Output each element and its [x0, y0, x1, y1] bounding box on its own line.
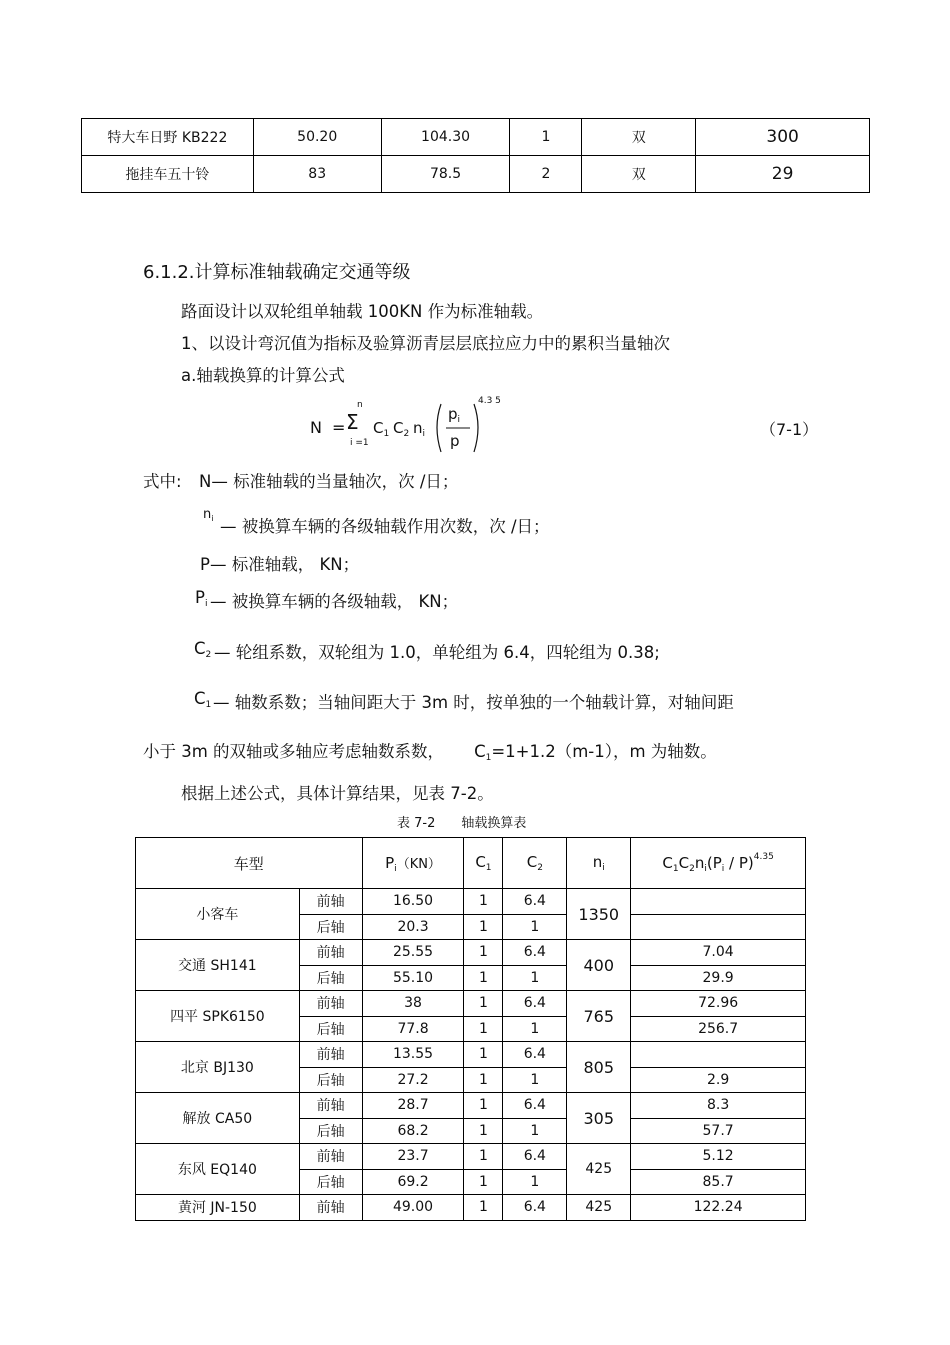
- cell-c1: 1: [464, 889, 503, 915]
- section-heading: 6.1.2.计算标准轴载确定交通等级: [143, 262, 411, 283]
- cell-c1: 1: [464, 1093, 503, 1119]
- cell-c2: 6.4: [503, 1093, 567, 1119]
- cell-pi: 55.10: [362, 965, 464, 991]
- cell-c1: 1: [464, 991, 503, 1017]
- cell-pi: 69.2: [362, 1169, 464, 1195]
- table-row: [136, 889, 806, 915]
- cell-axle: 后轴: [299, 914, 362, 940]
- cell-vehicle-name: 北京 BJ130: [136, 1042, 300, 1093]
- cell-axle: 前轴: [299, 940, 362, 966]
- cell-type: 双: [582, 119, 696, 156]
- cell-result: 7.04: [631, 940, 806, 966]
- cell-result: 8.3: [631, 1093, 806, 1119]
- cell-pi: 20.3: [362, 914, 464, 940]
- table-row: [136, 1042, 806, 1068]
- formula-c2: $C_2$: [393, 419, 410, 439]
- definition-C2-symbol: $C_2$: [194, 639, 212, 660]
- cell-c1: 1: [464, 1067, 503, 1093]
- cell-c2: 6.4: [503, 940, 567, 966]
- cell-vehicle-name: 交通 SH141: [136, 940, 300, 991]
- cell-c1: 1: [464, 1195, 503, 1221]
- table-row: [82, 156, 870, 193]
- cell-axle: 后轴: [299, 965, 362, 991]
- cell-pi: 38: [362, 991, 464, 1017]
- cell-vehicle: 拖挂车五十铃: [82, 156, 254, 193]
- header-c2: $C_2$: [503, 838, 567, 889]
- definitions-intro: 式中:: [143, 472, 182, 491]
- table-caption: 表 7-2 轴载换算表: [397, 816, 527, 831]
- cell-c1: 1: [464, 965, 503, 991]
- formula-number: （7-1）: [760, 420, 819, 439]
- cell-result: 72.96: [631, 991, 806, 1017]
- cell-vehicle-name: 黄河 JN-150: [136, 1195, 300, 1221]
- cell-c1: 1: [464, 1144, 503, 1170]
- table-row: [136, 1093, 806, 1119]
- cell-value: 1: [510, 119, 582, 156]
- formula-lhs: N: [310, 418, 322, 437]
- formula-ni: $n_i$: [413, 419, 426, 439]
- definition-ni: — 被换算车辆的各级轴载作用次数，次 /日；: [220, 517, 550, 536]
- cell-pi: 49.00: [362, 1195, 464, 1221]
- cell-result: 85.7: [631, 1169, 806, 1195]
- cell-pi: 13.55: [362, 1042, 464, 1068]
- header-ni: $n_i$: [567, 838, 631, 889]
- cell-result: 2.9: [631, 1067, 806, 1093]
- cell-axle: 前轴: [299, 1195, 362, 1221]
- cell-c2: 1: [503, 1067, 567, 1093]
- axle-conversion-table: [135, 837, 806, 1221]
- cell-vehicle-name: 东风 EQ140: [136, 1144, 300, 1195]
- cell-c2: 6.4: [503, 1195, 567, 1221]
- cell-c2: 6.4: [503, 991, 567, 1017]
- paragraph: 路面设计以双轮组单轴载 100KN 作为标准轴载。: [181, 302, 544, 321]
- cell-c2: 6.4: [503, 1042, 567, 1068]
- cell-c2: 6.4: [503, 889, 567, 915]
- axle-table-body: [136, 889, 806, 1221]
- cell-axle: 前轴: [299, 889, 362, 915]
- cell-ni: 765: [567, 991, 631, 1042]
- cell-result: 122.24: [631, 1195, 806, 1221]
- cell-c1: 1: [464, 1016, 503, 1042]
- cell-pi: 68.2: [362, 1118, 464, 1144]
- header-c1: $C_1$: [464, 838, 503, 889]
- cell-vehicle: 特大车日野 KB222: [82, 119, 254, 156]
- cell-count: 29: [696, 156, 870, 193]
- cell-value: 78.5: [381, 156, 510, 193]
- formula-equals: =: [332, 418, 346, 437]
- cell-c2: 6.4: [503, 1144, 567, 1170]
- cell-c1: 1: [464, 1169, 503, 1195]
- definition-C1: — 轴数系数；当轴间距大于 3m 时，按单独的一个轴载计算，对轴间距: [213, 693, 734, 712]
- cell-c2: 1: [503, 1016, 567, 1042]
- cell-pi: 27.2: [362, 1067, 464, 1093]
- vehicle-summary-table: [81, 118, 870, 193]
- cell-c2: 1: [503, 1169, 567, 1195]
- cell-axle: 后轴: [299, 1118, 362, 1144]
- cell-c2: 1: [503, 914, 567, 940]
- cell-c1: 1: [464, 1118, 503, 1144]
- cell-type: 双: [582, 156, 696, 193]
- formula-exponent: 4.3 5: [478, 396, 501, 406]
- cell-c1: 1: [464, 1042, 503, 1068]
- cell-pi: 23.7: [362, 1144, 464, 1170]
- definition-ni-symbol: $n_i$: [203, 507, 214, 523]
- cell-axle: 前轴: [299, 1093, 362, 1119]
- cell-vehicle-name: 四平 SPK6150: [136, 991, 300, 1042]
- table-header-row: [136, 838, 806, 889]
- cell-ni: 425: [567, 1144, 631, 1195]
- sum-lower: i =1: [350, 438, 369, 448]
- header-pi: $P_i(KN)$: [362, 838, 464, 889]
- cell-result: 29.9: [631, 965, 806, 991]
- cell-axle: 后轴: [299, 1169, 362, 1195]
- cell-c2: 1: [503, 1118, 567, 1144]
- cell-value: 104.30: [381, 119, 510, 156]
- cell-count: 300: [696, 119, 870, 156]
- cell-ni: 805: [567, 1042, 631, 1093]
- fraction-denominator: p: [450, 432, 460, 450]
- header-result: $C_1C_2n_i(P_i / P)^{4.35}$: [631, 838, 806, 889]
- definition-N: N— 标准轴载的当量轴次，次 /日；: [199, 472, 459, 491]
- formula-c1: $C_1$: [373, 419, 390, 439]
- cell-ni: 400: [567, 940, 631, 991]
- cell-axle: 后轴: [299, 1067, 362, 1093]
- fraction-numerator: $p_i$: [448, 405, 461, 425]
- table-row: [136, 940, 806, 966]
- cell-pi: 28.7: [362, 1093, 464, 1119]
- cell-c2: 1: [503, 965, 567, 991]
- cell-result: 256.7: [631, 1016, 806, 1042]
- definition-C1-continued: 小于 3m 的双轴或多轴应考虑轴数系数， $C_1=1+1.2(m-1)$，m 为轴数。: [143, 742, 717, 763]
- cell-value: 83: [253, 156, 381, 193]
- sum-upper: n: [357, 400, 363, 410]
- cell-pi: 77.8: [362, 1016, 464, 1042]
- cell-result: [631, 889, 806, 915]
- cell-result: 5.12: [631, 1144, 806, 1170]
- result-paragraph: 根据上述公式，具体计算结果，见表 7-2。: [181, 784, 494, 803]
- cell-c1: 1: [464, 914, 503, 940]
- cell-ni: 1350: [567, 889, 631, 940]
- definition-Pi: — 被换算车辆的各级轴载， KN；: [210, 592, 459, 611]
- paragraph: a.轴载换算的计算公式: [181, 366, 345, 385]
- cell-axle: 前轴: [299, 1144, 362, 1170]
- cell-ni: 305: [567, 1093, 631, 1144]
- definition-P: P— 标准轴载， KN；: [200, 555, 360, 574]
- cell-value: 2: [510, 156, 582, 193]
- paragraph: 1、以设计弯沉值为指标及验算沥青层层底拉应力中的累积当量轴次: [181, 334, 670, 353]
- cell-value: 50.20: [253, 119, 381, 156]
- cell-result: [631, 1042, 806, 1068]
- cell-result: [631, 914, 806, 940]
- cell-pi: 16.50: [362, 889, 464, 915]
- table-row: [136, 1195, 806, 1221]
- cell-axle: 前轴: [299, 1042, 362, 1068]
- definition-C1-symbol: $C_1$: [194, 689, 212, 710]
- sum-sigma: Σ: [346, 410, 359, 434]
- cell-c1: 1: [464, 940, 503, 966]
- table-row: [136, 1144, 806, 1170]
- cell-vehicle-name: 小客车: [136, 889, 300, 940]
- header-vehicle-type: 车型: [136, 838, 363, 889]
- cell-ni: 425: [567, 1195, 631, 1221]
- cell-axle: 前轴: [299, 991, 362, 1017]
- cell-pi: 25.55: [362, 940, 464, 966]
- cell-result: 57.7: [631, 1118, 806, 1144]
- cell-axle: 后轴: [299, 1016, 362, 1042]
- table-row: [136, 991, 806, 1017]
- table-row: [82, 119, 870, 156]
- cell-vehicle-name: 解放 CA50: [136, 1093, 300, 1144]
- definition-Pi-symbol: $P_i$: [195, 588, 208, 609]
- definition-C2: — 轮组系数，双轮组为 1.0，单轮组为 6.4，四轮组为 0.38;: [214, 643, 660, 662]
